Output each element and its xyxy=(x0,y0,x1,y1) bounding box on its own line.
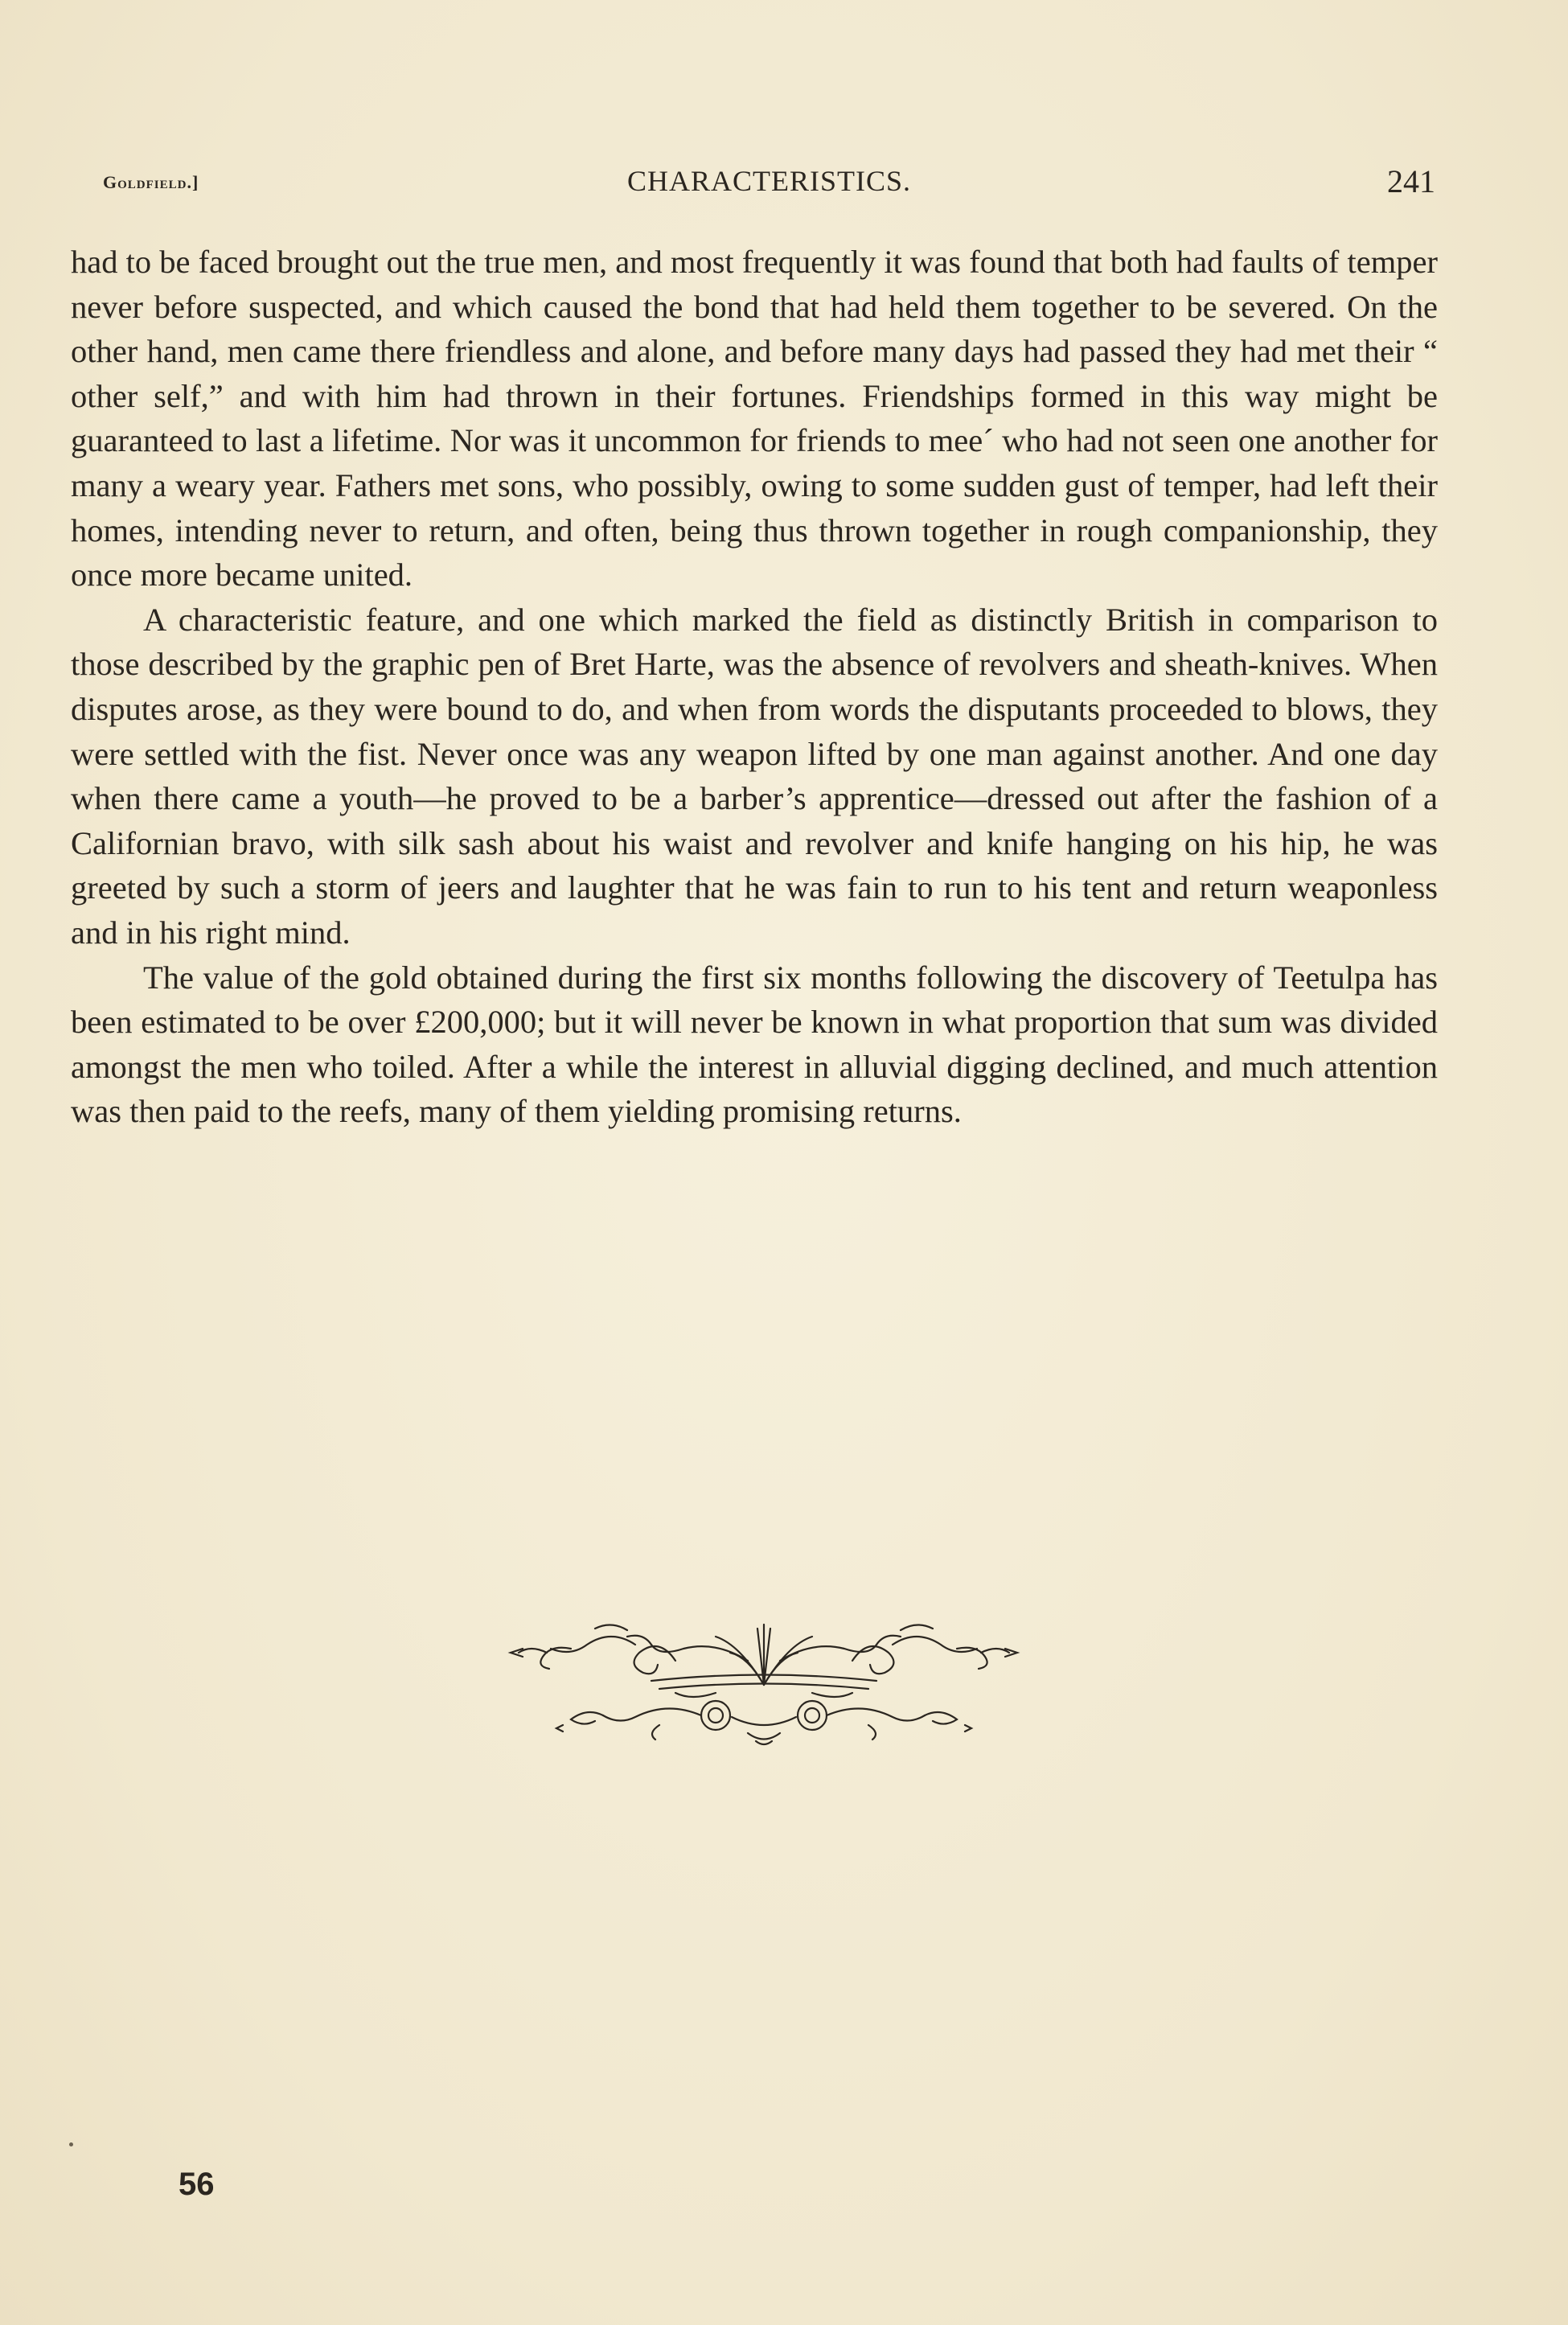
print-speck xyxy=(69,2142,73,2146)
page-number: 241 xyxy=(1387,163,1435,199)
paragraph-2: A characteristic feature, and one which marked the field as distinctly British in comparison to those described by the graphic pen of Bret Harte, was the absence of revolvers and sheath-knives. When disputes arose, as they were bound to do, and when from words the disputants proceeded to blows, they were settled with the fist. Never once was any weapon lifted by one man against another. And one day when there came a youth—he proved to be a barber’s apprentice—dressed out after the fashion of a Californian bravo, with silk sash about his waist and revolver and knife hanging on his hip, he was greeted by such a storm of jeers and laughter that he was fain to run to his tent and return weaponless and in his right mind. xyxy=(71,601,1438,951)
running-header xyxy=(72,161,1439,209)
body-text xyxy=(71,240,1438,1134)
paragraph-3: The value of the gold obtained during the first six months following the discovery of Teetulpa has been estimated to be over £200,000; but it will never be known in what proportion that sum was divided amongst the men who toiled. After a while the interest in alluvial digging declined, and much attention was then paid to the reefs, many of them yielding promising returns. xyxy=(71,959,1438,1130)
paragraph-1: had to be faced brought out the true men, and most frequently it was found that both had faults of temper never before suspected, and which caused the bond that had held them together to be severed. On the other hand, men came there friendless and alone, and before many days had passed they had met their “ other self,” and with him had thrown in their fortunes. Friendships formed in this way might be guaranteed to last a lifetime. Nor was it uncommon for friends to mee´ who had not seen one another for many a weary year. Fathers met sons, who possibly, owing to some sudden gust of temper, had left their homes, intending never to return, and often, being thus thrown together in rough companionship, they once more became united. xyxy=(71,244,1438,594)
decorative-tailpiece-icon xyxy=(474,1612,1053,1757)
running-head-left: Goldfield.] xyxy=(103,172,199,192)
signature-mark: 56 xyxy=(179,2167,215,2202)
page-title: CHARACTERISTICS. xyxy=(627,165,912,197)
